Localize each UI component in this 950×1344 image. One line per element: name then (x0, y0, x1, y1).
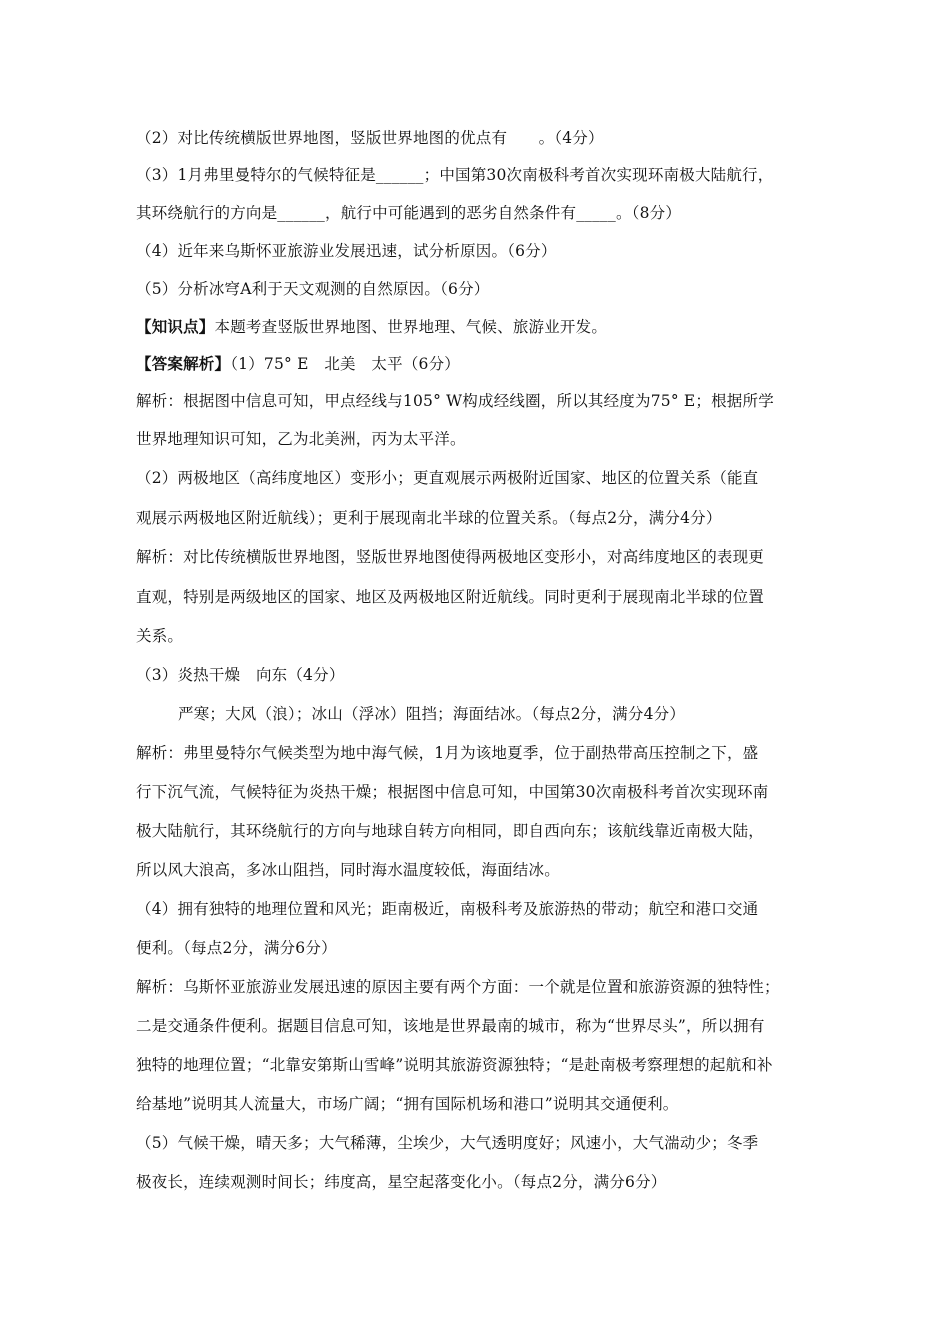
question-3-line-2: 其环绕航行的方向是______，航行中可能遇到的恶劣自然条件有_____。（8分） (136, 204, 682, 222)
knowledge-point-label: 【知识点】 (136, 317, 215, 336)
answer-5-line-2: 极夜长，连续观测时间长；纬度高，星空起落变化小。（每点2分，满分6分） (136, 1173, 667, 1191)
analysis-2-line-1: 解析：对比传统横版世界地图，竖版世界地图使得两极地区变形小，对高纬度地区的表现更 (136, 548, 765, 566)
analysis-4-line-3: 独特的地理位置；“北靠安第斯山雪峰”说明其旅游资源独特；“是赴南极考察理想的起航和补 (136, 1056, 773, 1074)
analysis-1-line-2: 世界地理知识可知，乙为北美洲，丙为太平洋。 (136, 430, 466, 448)
analysis-3-line-2: 行下沉气流，气候特征为炎热干燥；根据图中信息可知，中国第30次南极科考首次实现环南 (136, 783, 769, 801)
question-4: （4）近年来乌斯怀亚旅游业发展迅速，试分析原因。（6分） (136, 242, 557, 260)
analysis-1-line-1: 解析：根据图中信息可知，甲点经线与105° W构成经线圈，所以其经度为75° E；根据所学 (136, 392, 774, 410)
question-5: （5）分析冰穹A利于天文观测的自然原因。（6分） (136, 280, 490, 298)
answer-2-line-1: （2）两极地区（高纬度地区）变形小；更直观展示两极附近国家、地区的位置关系（能直 (136, 469, 759, 487)
knowledge-point-line (136, 316, 826, 338)
analysis-3-line-3: 极大陆航行，其环绕航行的方向与地球自转方向相同，即自西向东；该航线靠近南极大陆， (136, 822, 765, 840)
answer-5-line-1: （5）气候干燥，晴天多；大气稀薄，尘埃少，大气透明度好；风速小，大气湍动少；冬季 (136, 1134, 759, 1152)
analysis-3-line-1: 解析：弗里曼特尔气候类型为地中海气候，1月为该地夏季，位于副热带高压控制之下，盛 (136, 744, 759, 762)
analysis-2-line-2: 直观，特别是两级地区的国家、地区及两极地区附近航线。同时更利于展现南北半球的位置 (136, 588, 765, 606)
answer-3-line-2: 严寒；大风（浪）；冰山（浮冰）阻挡；海面结冰。（每点2分，满分4分） (178, 705, 686, 723)
question-2: （2）对比传统横版世界地图，竖版世界地图的优点有 。（4分） (136, 129, 604, 147)
knowledge-point-text: 本题考查竖版世界地图、世界地理、气候、旅游业开发。 (214, 318, 608, 336)
analysis-4-line-2: 二是交通条件便利。据题目信息可知，该地是世界最南的城市，称为“世界尽头”，所以拥有 (136, 1017, 765, 1035)
analysis-3-line-4: 所以风大浪高，多冰山阻挡，同时海水温度较低，海面结冰。 (136, 861, 560, 879)
answer-analysis-label: 【答案解析】 (136, 354, 231, 373)
answer-1-line (136, 353, 826, 375)
answer-4-line-1: （4）拥有独特的地理位置和风光；距南极近，南极科考及旅游热的带动；航空和港口交通 (136, 900, 759, 918)
answer-2-line-2: 观展示两极地区附近航线）；更利于展现南北半球的位置关系。（每点2分，满分4分） (136, 509, 722, 527)
answer-3-line-1: （3）炎热干燥 向东（4分） (136, 666, 345, 684)
analysis-4-line-4: 给基地”说明其人流量大，市场广阔；“拥有国际机场和港口”说明其交通便利。 (136, 1095, 679, 1113)
question-3-line-1: （3）1月弗里曼特尔的气候特征是______；中国第30次南极科考首次实现环南极大陆航行， (136, 166, 774, 184)
analysis-4-line-1: 解析：乌斯怀亚旅游业发展迅速的原因主要有两个方面：一个就是位置和旅游资源的独特性； (136, 978, 780, 996)
analysis-2-line-3: 关系。 (136, 627, 184, 645)
answer-1-text: （1）75° E 北美 太平（6分） (230, 355, 460, 373)
answer-4-line-2: 便利。（每点2分，满分6分） (136, 939, 337, 957)
